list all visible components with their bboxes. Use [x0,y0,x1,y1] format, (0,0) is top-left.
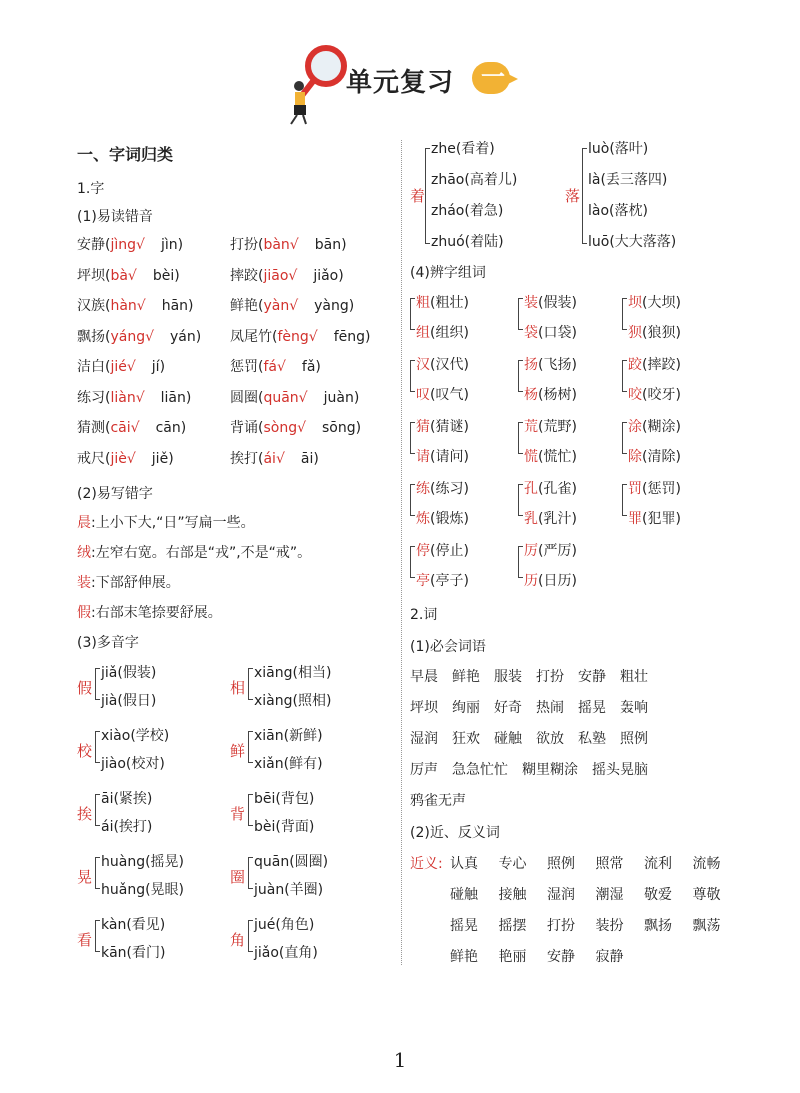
easy-read-correct: jié√ [110,359,136,375]
must-word: 粗壮 [620,669,648,685]
easy-read-word: 摔跤( [230,267,264,284]
polyphone-reading-a: huàng(摇晃) [101,854,185,870]
subheading-characters: 1.字 [77,181,105,197]
pair-char: 慌 [524,449,538,465]
pair-char: 停 [416,543,430,559]
easy-read-word: 飘扬( [77,328,111,345]
easy-read-correct: yàn√ [263,298,299,314]
pair-word [524,542,577,560]
pair-brace [622,360,627,392]
polyphone-reading-b: jiào(校对) [101,756,165,772]
polyphone-reading-b: xiàng(照相) [254,693,332,709]
pair-example: (猜谜) [430,419,469,435]
pair-char: 厉 [524,543,538,559]
pair-word [416,356,469,374]
easy-read-correct: liàn√ [110,389,145,406]
easy-read-word: 挨打( [230,450,264,467]
polyphone-reading-b: jiǎo(直角) [254,945,318,961]
easy-write-item [77,514,255,532]
pair-char: 扬 [524,357,538,373]
polyphone-reading-b: kān(看门) [101,945,166,961]
polyphone-char: 着 [410,187,426,205]
easy-read-item [77,450,174,468]
easy-write-tip: :下部舒伸展。 [91,575,180,591]
pair-word [416,510,469,528]
magnifier-girl-icon [282,44,352,126]
must-words-row [410,790,480,810]
pair-word [524,356,577,374]
easy-read-wrong: bān) [314,237,347,253]
pair-example: (犯罪) [642,511,681,527]
pair-word [524,510,577,528]
must-word: 鲜艳 [452,669,480,685]
polyphone-reading-a: bēi(背包) [254,791,315,807]
pair-example: (清除) [642,449,681,465]
polyphone-reading-b: xiǎn(鲜有) [254,756,323,772]
must-word: 热闹 [536,700,564,716]
pair-char: 历 [524,573,538,589]
synonym-word: 寂静 [595,949,624,965]
pair-word [628,324,681,342]
pair-example: (口袋) [538,325,577,341]
polyphone-reading-b: ái(挨打) [101,819,153,835]
pair-brace [410,298,415,330]
pair-word [524,294,577,312]
pair-char: 孔 [524,481,538,497]
polyphone-reading: zhāo(高着儿) [431,172,518,188]
synonym-word: 摇晃 [450,918,478,934]
must-word: 绚丽 [452,700,480,716]
polyphone-char: 角 [230,931,246,949]
polyphone-brace [248,731,253,763]
easy-read-correct: sòng√ [263,420,307,436]
pair-example: (粗壮) [430,295,469,311]
synonym-word: 潮湿 [595,887,624,903]
pair-example: (日历) [538,573,577,589]
polyphone-char: 鲜 [230,742,246,760]
pair-example: (乳汁) [538,511,577,527]
easy-read-wrong: cān) [155,420,187,436]
pair-char: 袋 [524,325,538,341]
easy-read-wrong: jiǎo) [313,267,344,284]
synonym-word: 碰触 [450,887,478,903]
synonym-word: 湿润 [547,887,575,903]
synonym-word: 飘荡 [692,918,721,934]
polyphone-char: 圈 [230,868,246,886]
easy-read-correct: jiāo√ [263,267,298,284]
pair-example: (狼狈) [642,325,681,341]
pair-word [628,386,681,404]
pair-word [628,448,681,466]
easy-write-item [77,604,222,622]
page-number: 1 [393,1048,407,1072]
easy-read-word: 洁白( [77,359,111,375]
easy-read-item [230,236,347,254]
pair-char: 粗 [416,295,430,311]
polyphone-brace [95,731,100,763]
easy-read-word: 背诵( [230,420,264,436]
polyphone-reading-b: huǎng(晃眼) [101,882,185,898]
must-word: 早晨 [410,669,438,685]
easy-read-wrong: jí) [151,359,166,375]
pair-char: 咬 [628,387,642,403]
polyphone-char: 校 [77,742,93,760]
pair-word [416,448,469,466]
polyphone-reading: lào(落枕) [588,203,648,219]
must-word: 碰触 [494,731,522,747]
subheading-easy-read: (1)易读错音 [77,209,153,225]
subheading-easy-write: (2)易写错字 [77,486,153,502]
easy-read-wrong: yàng) [314,298,355,314]
easy-read-correct: bà√ [110,267,137,284]
synonym-word: 摇摆 [498,918,527,934]
must-word: 好奇 [494,700,522,716]
must-word: 欲放 [536,731,564,747]
must-word: 摇头晃脑 [592,762,648,778]
easy-read-wrong: fēng) [333,328,371,345]
pair-char: 猜 [416,419,430,435]
synonym-word: 敬爱 [644,887,672,903]
polyphone-reading: zhe(看着) [431,141,495,157]
pair-example: (假装) [538,295,577,311]
easy-read-correct: bàn√ [263,237,299,253]
pair-word [628,418,681,436]
easy-read-word: 惩罚( [230,359,264,375]
polyphone-reading-a: āi(紧挨) [101,791,153,807]
synonym-word: 艳丽 [498,949,527,965]
easy-read-correct: fá√ [263,359,286,375]
easy-read-correct: quān√ [263,389,308,406]
easy-read-item [230,419,361,437]
pair-word [416,480,469,498]
polyphone-char: 相 [230,679,246,697]
easy-read-item [230,267,344,285]
polyphone-char: 落 [565,187,581,205]
must-word: 坪坝 [410,700,438,716]
must-words-row [410,666,662,686]
polyphone-brace [582,148,587,244]
easy-read-item [77,267,180,285]
synonym-word: 认真 [450,856,478,872]
pair-word [628,510,681,528]
easy-write-item [77,574,180,592]
pair-word [416,294,469,312]
synonym-word: 专心 [498,856,527,872]
polyphone-reading-a: kàn(看见) [101,917,166,933]
easy-read-wrong: jìn) [160,237,184,253]
polyphone-brace [248,920,253,952]
subheading-words: 2.词 [410,607,438,623]
pair-example: (惩罚) [642,481,681,497]
easy-read-correct: hàn√ [110,298,146,314]
easy-write-tip: :左窄右宽。右部是“戎”,不是“戒”。 [91,545,312,561]
easy-write-char: 晨 [77,515,91,531]
polyphone-reading-a: xiāng(相当) [254,665,332,681]
must-words-row [410,728,662,748]
pair-word [524,448,577,466]
synonym-word: 照例 [547,856,575,872]
synonym-word: 装扮 [595,918,624,934]
easy-read-item [230,450,319,468]
pair-char: 炼 [416,511,430,527]
subheading-distinguish: (4)辨字组词 [410,265,486,281]
pair-brace [518,484,523,516]
polyphone-reading: luò(落叶) [588,141,649,157]
easy-read-word: 圆圈( [230,389,264,406]
pair-word [416,572,469,590]
easy-read-word: 凤尾竹( [230,328,278,345]
polyphone-reading-b: bèi(背面) [254,819,315,835]
easy-read-item [77,236,183,254]
pair-char: 罪 [628,511,642,527]
polyphone-reading: zháo(着急) [431,203,504,219]
polyphone-char: 假 [77,679,93,697]
pair-char: 跤 [628,357,642,373]
pair-brace [518,546,523,578]
pair-brace [622,422,627,454]
easy-read-item [77,358,165,376]
pair-example: (汉代) [430,357,469,373]
pair-example: (亭子) [430,573,469,589]
pair-example: (停止) [430,543,469,559]
easy-read-item [230,297,354,315]
easy-write-char: 装 [77,575,91,591]
pair-word [416,324,469,342]
easy-read-word: 安静( [77,237,111,253]
unit-review-banner [282,44,532,126]
pair-char: 汉 [416,357,430,373]
synonym-label: 近义: [410,856,443,872]
pair-example: (锻炼) [430,511,469,527]
pair-example: (摔跤) [642,357,681,373]
subheading-must-words: (1)必会词语 [410,639,486,655]
pair-char: 练 [416,481,430,497]
polyphone-reading-a: jiǎ(假装) [101,665,157,681]
pair-brace [622,484,627,516]
pair-char: 组 [416,325,430,341]
polyphone-brace [248,668,253,700]
synonym-word: 接触 [498,887,527,903]
easy-read-item [230,328,370,346]
pair-example: (请问) [430,449,469,465]
easy-read-wrong: fǎ) [301,359,321,375]
easy-write-tip: :上小下大,“日”写扁一些。 [91,515,255,531]
polyphone-reading: luō(大大落落) [588,234,677,250]
pair-char: 除 [628,449,642,465]
polyphone-char: 挨 [77,805,93,823]
pair-char: 请 [416,449,430,465]
must-words-row [410,697,662,717]
column-divider [401,140,402,965]
polyphone-reading-a: quān(圆圈) [254,854,329,870]
pair-example: (叹气) [430,387,469,403]
pair-char: 叹 [416,387,430,403]
polyphone-brace [248,794,253,826]
easy-read-wrong: liān) [160,389,192,406]
polyphone-reading: là(丢三落四) [588,172,668,188]
pair-example: (慌忙) [538,449,577,465]
pair-char: 罚 [628,481,642,497]
pair-char: 乳 [524,511,538,527]
pair-brace [410,360,415,392]
pair-brace [518,422,523,454]
pair-char: 涂 [628,419,642,435]
must-word: 鸦雀无声 [410,793,466,809]
must-word: 湿润 [410,731,438,747]
pair-example: (杨树) [538,387,577,403]
pair-word [416,386,469,404]
pair-brace [410,546,415,578]
synonym-word: 尊敬 [692,887,721,903]
pair-word [524,324,577,342]
easy-read-item [230,358,321,376]
polyphone-reading-a: xiān(新鲜) [254,728,323,744]
pair-char: 亭 [416,573,430,589]
pair-word [524,418,577,436]
synonym-word: 流利 [644,856,672,872]
easy-read-item [77,297,194,315]
synonym-word: 打扮 [547,918,575,934]
easy-read-word: 坪坝( [77,267,111,284]
pair-word [628,480,681,498]
easy-read-item [77,328,201,346]
easy-read-word: 打扮( [230,237,264,253]
pair-brace [410,422,415,454]
polyphone-brace [248,857,253,889]
easy-read-correct: jiè√ [110,450,136,467]
easy-write-char: 假 [77,605,91,621]
polyphone-brace [425,148,430,244]
easy-write-char: 绒 [77,545,91,561]
easy-read-wrong: bèi) [152,267,180,284]
easy-read-correct: cāi√ [110,420,140,436]
easy-read-correct: yáng√ [110,328,155,345]
pair-brace [622,298,627,330]
pair-example: (练习) [430,481,469,497]
easy-read-wrong: hān) [161,298,194,314]
polyphone-char: 看 [77,931,93,949]
easy-read-item [230,389,359,407]
polyphone-brace [95,920,100,952]
must-word: 服装 [494,669,522,685]
pair-word [628,294,681,312]
easy-read-correct: ái√ [263,450,285,467]
subheading-polyphones: (3)多音字 [77,635,139,651]
polyphone-reading-b: jià(假日) [101,693,157,709]
subheading-synonyms: (2)近、反义词 [410,825,500,841]
easy-read-item [77,389,191,407]
easy-read-item [77,419,186,437]
polyphone-char: 背 [230,805,246,823]
pair-char: 装 [524,295,538,311]
pair-char: 狈 [628,325,642,341]
easy-read-correct: fèng√ [277,328,318,345]
polyphone-char: 晃 [77,868,93,886]
must-word: 照例 [620,731,648,747]
polyphone-reading-a: xiào(学校) [101,728,170,744]
polyphone-reading: zhuó(着陆) [431,234,504,250]
must-word: 私塾 [578,731,606,747]
pair-word [416,418,469,436]
pair-word [524,386,577,404]
must-word: 轰响 [620,700,648,716]
synonym-word: 安静 [547,949,575,965]
pair-example: (荒野) [538,419,577,435]
must-words-row [410,759,662,779]
easy-read-word: 练习( [77,389,111,406]
polyphone-brace [95,794,100,826]
synonym-word: 流畅 [692,856,721,872]
polyphone-brace [95,668,100,700]
pair-word [524,572,577,590]
pair-example: (严厉) [538,543,577,559]
polyphone-reading-b: juàn(羊圈) [254,882,324,898]
must-word: 安静 [578,669,606,685]
synonym-word: 鲜艳 [450,949,478,965]
easy-read-wrong: sōng) [322,420,362,436]
section-heading: 一、字词归类 [77,145,174,164]
easy-read-word: 鲜艳( [230,298,264,314]
pair-example: (糊涂) [642,419,681,435]
must-word: 摇晃 [578,700,606,716]
pair-example: (组织) [430,325,469,341]
pair-example: (飞扬) [538,357,577,373]
synonym-word: 照常 [595,856,624,872]
pair-example: (大坝) [642,295,681,311]
pair-char: 荒 [524,419,538,435]
pair-brace [518,298,523,330]
pair-char: 坝 [628,295,642,311]
pair-word [628,356,681,374]
polyphone-reading-a: jué(角色) [254,917,315,933]
page-title: 单元复习 [346,68,455,98]
easy-write-tip: :右部末笔捺要舒展。 [91,605,222,621]
must-word: 急急忙忙 [452,762,508,778]
must-word: 打扮 [536,669,564,685]
pair-word [416,542,469,560]
pair-example: (孔雀) [538,481,577,497]
easy-write-item [77,544,311,562]
easy-read-wrong: juàn) [323,389,360,406]
easy-read-word: 戒尺( [77,450,111,467]
easy-read-correct: jìng√ [110,237,145,253]
easy-read-wrong: yán) [170,328,202,345]
pair-brace [410,484,415,516]
easy-read-wrong: āi) [300,450,319,467]
easy-read-wrong: jiě) [151,450,174,467]
pair-char: 杨 [524,387,538,403]
synonym-word: 飘扬 [644,918,672,934]
pair-example: (咬牙) [642,387,681,403]
easy-read-word: 猜测( [77,420,111,436]
unit-number-badge: 一 [472,62,510,94]
must-word: 厉声 [410,762,438,778]
must-word: 糊里糊涂 [522,762,578,778]
pair-word [524,480,577,498]
polyphone-brace [95,857,100,889]
must-word: 狂欢 [452,731,480,747]
easy-read-word: 汉族( [77,298,111,314]
pair-brace [518,360,523,392]
